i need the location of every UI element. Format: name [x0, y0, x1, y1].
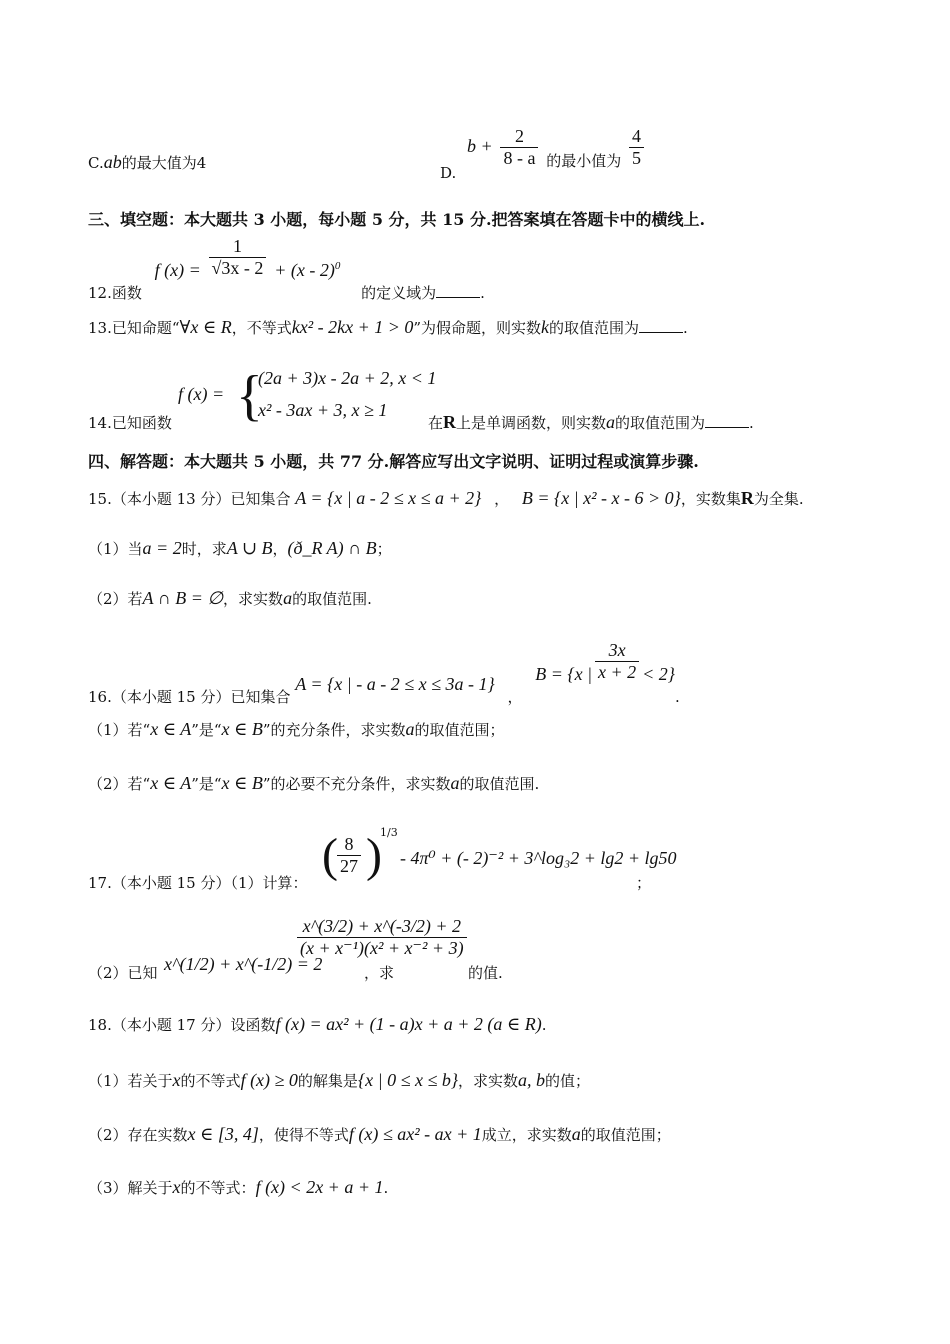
punctuation: ；	[636, 874, 652, 892]
punctuation: .	[480, 283, 485, 302]
piecewise-case: x² - 3ax + 3, x ≥ 1	[258, 400, 388, 420]
math-expr: ab	[103, 152, 122, 172]
question-text: 14.已知函数	[88, 414, 172, 432]
piecewise-case: (2a + 3)x - 2a + 2, x < 1	[258, 368, 437, 388]
question-text: ，求实数	[458, 1072, 519, 1090]
math-var: a	[405, 719, 415, 739]
punctuation: .	[749, 414, 754, 432]
question-text: ”是“	[191, 721, 222, 739]
question-text: （2）若“	[88, 775, 151, 793]
question-text: ，使得不等式	[258, 1126, 349, 1144]
question-text: ，实数集	[680, 490, 741, 508]
math-expr: a = 2	[142, 538, 182, 558]
fraction	[595, 640, 639, 683]
fraction	[337, 834, 361, 877]
question-text: （2）存在实数	[88, 1126, 188, 1144]
question-text: 的取值范围为	[549, 319, 640, 337]
option-label: D.	[440, 163, 457, 182]
question-text: 为全集.	[753, 490, 804, 508]
question-text: 的取值范围.	[292, 590, 372, 608]
question-text: 15.（本小题 13 分）已知集合	[88, 490, 291, 508]
math-set: {x | 0 ≤ x ≤ b}	[357, 1070, 459, 1090]
math-expr: f (x) < 2x + a + 1	[255, 1177, 384, 1197]
question-text: 上是单调函数，则实数	[456, 414, 607, 432]
fraction	[629, 126, 644, 169]
math-var: x	[172, 1070, 181, 1090]
question-text: ”的必要不充分条件，求实数	[262, 775, 451, 793]
question-18	[88, 1014, 547, 1035]
answer-blank[interactable]	[436, 297, 480, 298]
math-expr: A ∩ B = ∅	[142, 588, 224, 608]
question-text: 在	[428, 414, 444, 432]
question-text: 时，求	[181, 540, 227, 558]
numerator: 1	[232, 236, 242, 256]
question-13	[88, 317, 688, 338]
question-text: （1）若关于	[88, 1072, 173, 1090]
option-d	[440, 126, 647, 182]
punctuation: ，	[272, 540, 288, 558]
math-set: A = {x | a - 2 ≤ x ≤ a + 2}	[295, 488, 482, 508]
question-16-part-2	[88, 773, 539, 794]
paren-close-icon: )	[366, 829, 382, 882]
math-expr: x^(1/2) + x^(-1/2) = 2	[164, 954, 323, 974]
question-15-part-1	[88, 538, 392, 559]
question-text: 12.函数	[88, 283, 142, 302]
question-text: 的取值范围；	[414, 721, 505, 739]
denominator: x + 2	[595, 661, 639, 683]
math-expr: f (x) ≥ 0	[240, 1070, 298, 1090]
math-var: a	[571, 1124, 581, 1144]
question-text: （1）当	[88, 540, 143, 558]
punctuation: .	[383, 1179, 389, 1197]
denominator: 5	[629, 147, 644, 169]
answer-blank[interactable]	[639, 332, 683, 333]
punctuation: .	[683, 319, 688, 337]
option-text: 的最大值为4	[121, 154, 207, 172]
math-expr: ∀x ∈ R	[179, 317, 232, 337]
option-c	[88, 152, 206, 173]
math-set: < 2}	[642, 663, 676, 684]
punctuation: .	[541, 1016, 547, 1034]
math-set: B = {x | x² - x - 6 > 0}	[521, 488, 681, 508]
math-var: x	[172, 1177, 181, 1197]
question-text: 的定义域为	[361, 283, 437, 302]
question-text: ”是“	[191, 775, 222, 793]
math-expr: x ∈ B	[221, 719, 263, 739]
question-18-part-2	[88, 1124, 671, 1145]
denominator: √3x - 2	[209, 257, 267, 279]
math-part: + (x - 2)	[274, 259, 335, 280]
math-expr: f (x) = ax² + (1 - a)x + a + 2 (a ∈ R)	[275, 1014, 542, 1034]
question-text: 的值.	[468, 964, 503, 982]
brace-icon: {	[236, 365, 263, 427]
fraction	[500, 126, 538, 169]
question-text: 的取值范围为	[615, 414, 706, 432]
question-text: ”为假命题，则实数	[413, 319, 542, 337]
question-text: （1）若“	[88, 721, 151, 739]
question-text: 的取值范围；	[580, 1126, 671, 1144]
denominator: 8 - a	[500, 147, 538, 169]
question-text: ，求	[364, 964, 395, 982]
question-text: （2）已知	[88, 964, 158, 982]
math-expr: x ∈ [3, 4]	[187, 1124, 259, 1144]
math-expr: x ∈ A	[150, 773, 192, 793]
math-expr: f (x) ≤ ax² - ax + 1	[348, 1124, 482, 1144]
question-text: ，不等式	[231, 319, 292, 337]
question-text: 13.已知命题“	[88, 319, 180, 337]
answer-blank[interactable]	[705, 427, 749, 428]
math-expr: f (x) =	[154, 259, 201, 280]
math-expr: b +	[467, 135, 493, 156]
punctuation: ，	[494, 490, 510, 508]
denominator: (x + x⁻¹)(x² + x⁻² + 3)	[297, 937, 467, 959]
question-text: （3）解关于	[88, 1179, 173, 1197]
question-text: 17.（本小题 15 分）（1）计算：	[88, 874, 308, 892]
math-var: a	[283, 588, 293, 608]
paren-open-icon: (	[322, 829, 338, 882]
math-var: k	[541, 317, 550, 337]
math-expr: A ∪ B	[226, 538, 273, 558]
math-var: R	[740, 488, 754, 508]
section-heading: 三、填空题：本大题共 3 小题，每小题 5 分，共 15 分.把答案填在答题卡中的横线上.	[88, 210, 706, 229]
exponent: 1/3	[380, 826, 398, 839]
math-expr: f (x) =	[178, 384, 225, 404]
math-expr: x ∈ B	[221, 773, 263, 793]
question-text: 的值；	[545, 1072, 591, 1090]
question-18-part-3	[88, 1177, 388, 1198]
math-var: a	[450, 773, 460, 793]
question-text: 18.（本小题 17 分）设函数	[88, 1016, 276, 1034]
question-15-part-2	[88, 588, 372, 609]
exponent: 0	[334, 259, 341, 272]
numerator: 2	[514, 126, 524, 146]
math-expr: kx² - 2kx + 1 > 0	[291, 317, 414, 337]
punctuation: .	[675, 687, 680, 706]
question-text: （2）若	[88, 590, 143, 608]
question-text: 的不等式	[180, 1072, 241, 1090]
math-var: R	[443, 412, 457, 432]
question-16	[88, 640, 680, 706]
math-expr: (ð_R A) ∩ B	[287, 538, 377, 558]
option-label: C.	[88, 154, 104, 172]
fraction	[209, 236, 267, 279]
fraction	[297, 916, 467, 959]
numerator: x^(3/2) + x^(-3/2) + 2	[302, 916, 461, 936]
math-set: B = {x |	[535, 663, 593, 684]
numerator: 8	[344, 834, 354, 854]
math-expr: - 4π⁰ + (- 2)⁻² + 3^log₃2 + lg2 + lg50	[400, 848, 677, 868]
question-text: ，求实数	[223, 590, 284, 608]
option-text: 的最小值为	[546, 151, 622, 170]
question-text: 的解集是	[297, 1072, 358, 1090]
punctuation: ，	[507, 687, 523, 706]
question-text: 的取值范围.	[459, 775, 540, 793]
math-set: A = {x | - a - 2 ≤ x ≤ 3a - 1}	[295, 673, 495, 694]
question-text: 的不等式：	[180, 1179, 256, 1197]
math-expr: x ∈ A	[150, 719, 192, 739]
punctuation: ；	[376, 540, 392, 558]
denominator: 27	[337, 855, 361, 877]
section-heading: 四、解答题：本大题共 5 小题，共 77 分.解答应写出文字说明、证明过程或演算步骤.	[88, 452, 699, 471]
question-text: 成立，求实数	[481, 1126, 572, 1144]
question-15	[88, 488, 804, 509]
question-tail	[428, 412, 754, 433]
numerator: 3x	[608, 640, 626, 660]
math-var: a, b	[518, 1070, 546, 1090]
question-12	[88, 236, 485, 302]
question-text: ”的充分条件，求实数	[262, 721, 406, 739]
question-18-part-1	[88, 1070, 590, 1091]
math-expr	[274, 260, 340, 280]
question-text: 16.（本小题 15 分）已知集合	[88, 687, 291, 706]
math-var: a	[606, 412, 616, 432]
question-16-part-1	[88, 719, 505, 740]
numerator: 4	[632, 126, 642, 146]
